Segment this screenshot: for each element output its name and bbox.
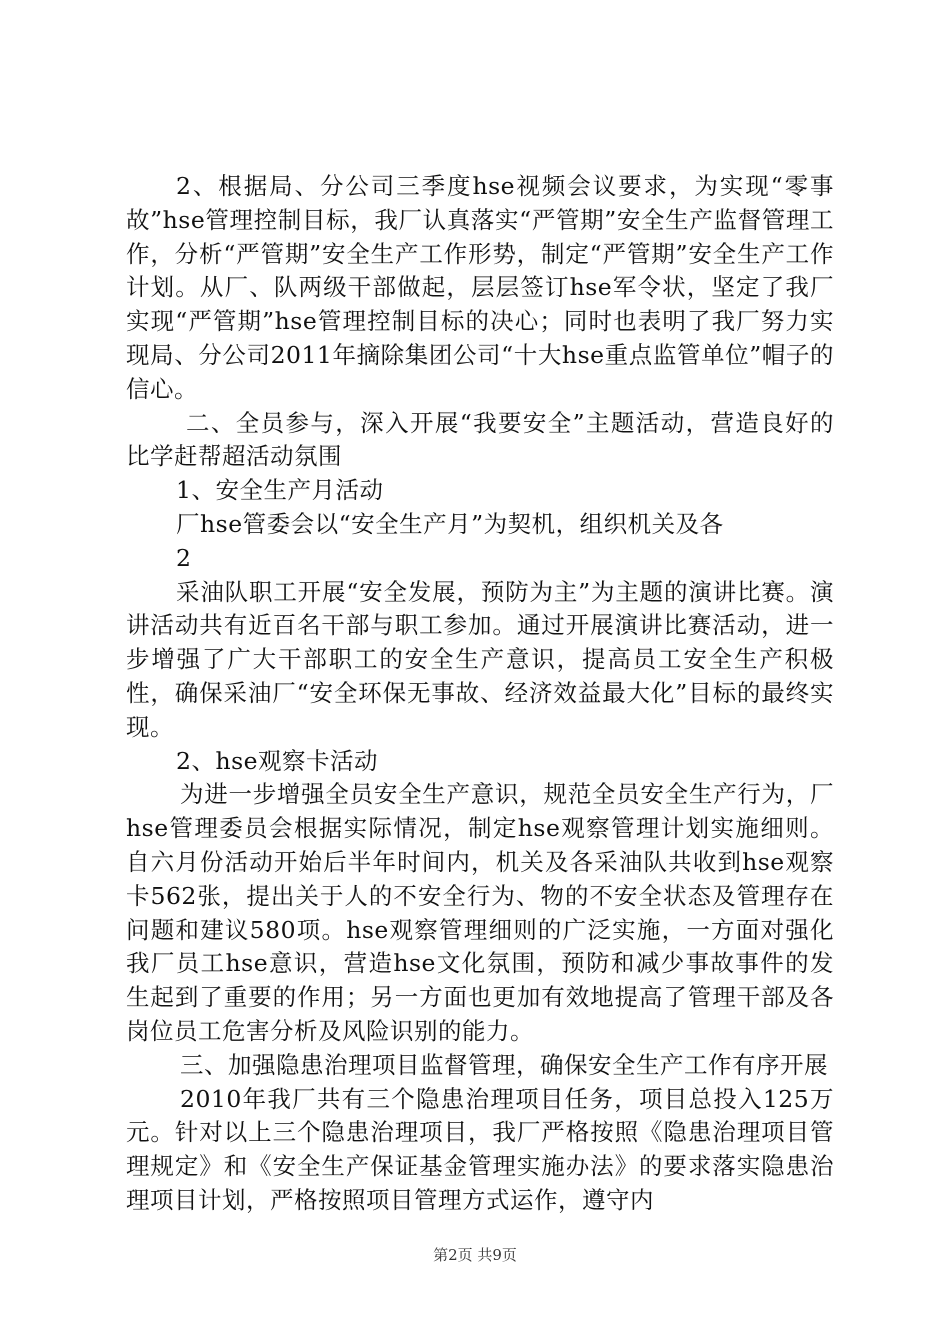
- paragraph-hse-video-meeting: 2、根据局、分公司三季度hse视频会议要求，为实现“零事故”hse管理控制目标，我厂认真落实“严管期”安全生产监督管理工作，分析“严管期”安全生产工作形势，制定“严管期”安全生产工作计划。从厂、队两级干部做起，层层签订hse军令状，坚定了我厂实现“严管期”hse管理控制目标的决心；同时也表明了我厂努力实现局、分公司2011年摘除集团公司“十大hse重点监管单位”帽子的信心。: [126, 172, 834, 403]
- paragraph-safety-month-start: 厂hse管委会以“安全生产月”为契机，组织机关及各: [176, 509, 724, 538]
- page-break-number: 2: [176, 543, 192, 572]
- paragraph-hazard-projects: 2010年我厂共有三个隐患治理项目任务，项目总投入125万元。针对以上三个隐患治理项目，我厂严格按照《隐患治理项目管理规定》和《安全生产保证基金管理实施办法》的要求落实隐患治理项目计划，严格按照项目管理方式运作，遵守内: [126, 1084, 834, 1214]
- page-footer: 第2页 共9页: [433, 1246, 517, 1264]
- paragraph-speech-contest: 采油队职工开展“安全发展，预防为主”为主题的演讲比赛。演讲活动共有近百名干部与职工参加。通过开展演讲比赛活动，进一步增强了广大干部职工的安全生产意识，提高员工安全生产积极性，确保采油厂“安全环保无事故、经济效益最大化”目标的最终实现。: [126, 577, 834, 741]
- subheading-safety-month: 1、安全生产月活动: [176, 476, 384, 505]
- section-heading-2: 二、全员参与，深入开展“我要安全”主题活动，营造良好的比学赶帮超活动氛围: [126, 408, 834, 471]
- paragraph-hse-observation: 为进一步增强全员安全生产意识，规范全员安全生产行为，厂hse管理委员会根据实际情况，制定hse观察管理计划实施细则。自六月份活动开始后半年时间内，机关及各采油队共收到hse观察卡562张，提出关于人的不安全行为、物的不安全状态及管理存在问题和建议580项。hse观察管理细则的广泛实施，一方面对强化我厂员工hse意识，营造hse文化氛围，预防和减少事故事件的发生起到了重要的作用；另一方面也更加有效地提高了管理干部及各岗位员工危害分析及风险识别的能力。: [126, 780, 834, 1045]
- subheading-hse-observation: 2、hse观察卡活动: [176, 746, 379, 775]
- document-body: [126, 170, 834, 1218]
- section-heading-3: 三、加强隐患治理项目监督管理，确保安全生产工作有序开展: [180, 1050, 828, 1079]
